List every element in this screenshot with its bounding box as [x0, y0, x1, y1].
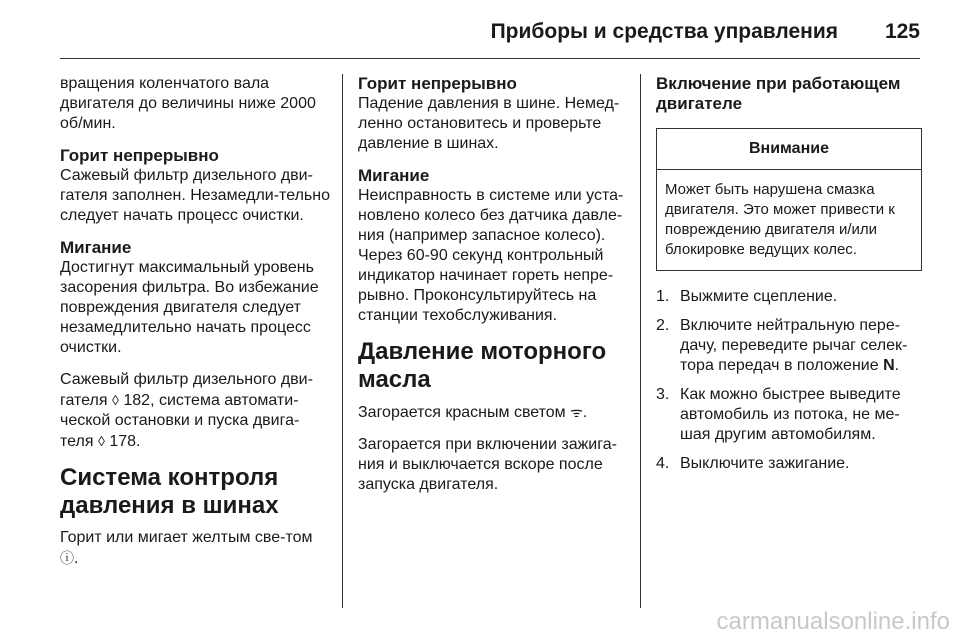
gear-neutral-label: N [883, 357, 895, 374]
step-number: 2. [656, 317, 670, 334]
step-text-b: . [894, 357, 900, 374]
warning-notice [656, 128, 922, 271]
heading-oil-pressure: Давление моторного масла [358, 338, 607, 393]
paragraph-tire-pressure [60, 528, 332, 569]
heading-dpf-blink: Мигание [60, 238, 132, 257]
page-number: 125 [884, 20, 920, 43]
paragraph-tire-solid: Падение давления в шине. Немед-ленно остановитесь и проверьте давление в шинах. [358, 95, 620, 152]
header-rule [60, 58, 920, 59]
notice-body: Может быть нарушена смазка двигателя. Это может привести к повреждению двигателя и/или блокировке ведущих колес. [665, 181, 895, 258]
list-item [656, 454, 922, 474]
column-3 [656, 74, 922, 483]
column-2 [358, 74, 626, 507]
paragraph-oil-ignition: Загорается при включении зажига-ния и выключается вскоре после запуска двигателя. [358, 436, 617, 493]
heading-engine-running: Включение при работающем двигателе [656, 74, 901, 113]
paragraph-dpf-solid: Сажевый фильтр дизельного дви-гателя заполнен. Незамедли-тельно следует начать процесс очистки. [60, 167, 330, 224]
ref-text-b: 182, система автомати-ческой остановки и пуска двига-теля [60, 392, 300, 450]
page-reference-icon: ◊ [112, 392, 119, 408]
column-divider-2 [640, 74, 641, 608]
heading-tire-pressure: Система контроля давления в шинах [60, 464, 279, 519]
step-number: 4. [656, 455, 670, 472]
step-number: 3. [656, 386, 670, 403]
oil-text-a: Загорается красным светом [358, 404, 571, 421]
paragraph-dpf-references [60, 370, 332, 452]
ref-text-a: Сажевый фильтр дизельного дви-гателя [60, 371, 313, 409]
oil-text-b: . [582, 404, 588, 421]
watermark: carmanualsonline.info [716, 608, 950, 635]
page-title: Приборы и средства управления [490, 20, 838, 43]
column-divider-1 [342, 74, 343, 608]
step-number: 1. [656, 288, 670, 305]
step-text: Как можно быстрее выведите автомобиль из потока, не ме-шая другим автомобилям. [680, 386, 901, 443]
heading-tire-solid: Горит непрерывно [358, 74, 517, 93]
paragraph-oil-red [358, 402, 626, 423]
column-1 [60, 74, 332, 581]
step-text [680, 316, 922, 376]
step-text: Выжмите сцепление. [680, 288, 838, 305]
paragraph-dpf-blink: Достигнут максимальный уровень засорения фильтра. Во избежание повреждения двигателя следует незамедлительно начать процесс очистки. [60, 259, 319, 356]
tire-text-end: . [74, 550, 79, 567]
paragraph-rpm: вращения коленчатого вала двигателя до величины ниже 2000 об/мин. [60, 75, 316, 132]
ref-text-c: 178. [104, 433, 141, 450]
notice-title: Внимание [657, 129, 921, 170]
page-header [60, 0, 920, 62]
heading-tire-blink: Мигание [358, 166, 430, 185]
oil-can-icon: ᯤ [570, 404, 583, 420]
steps-list [656, 287, 922, 474]
list-item [656, 316, 922, 376]
heading-dpf-solid: Горит непрерывно [60, 146, 219, 165]
paragraph-tire-blink: Неисправность в системе или уста-новлено колесо без датчика давле-ния (например запасное колесо). Через 60-90 секунд контрольный индикатор начинает гореть непре-рывно. Проконсультируйтесь на станции техобслуживания. [358, 187, 624, 324]
step-text-a: Включите нейтральную пере-дачу, переведите рычаг селек-тора передач в положение [680, 317, 908, 374]
tire-pressure-warning-icon: ⓘ [60, 550, 74, 566]
list-item [656, 385, 922, 445]
list-item [656, 287, 922, 307]
tire-text: Горит или мигает желтым све-том [60, 529, 313, 546]
page-reference-icon: ◊ [97, 433, 105, 449]
step-text: Выключите зажигание. [680, 455, 850, 472]
